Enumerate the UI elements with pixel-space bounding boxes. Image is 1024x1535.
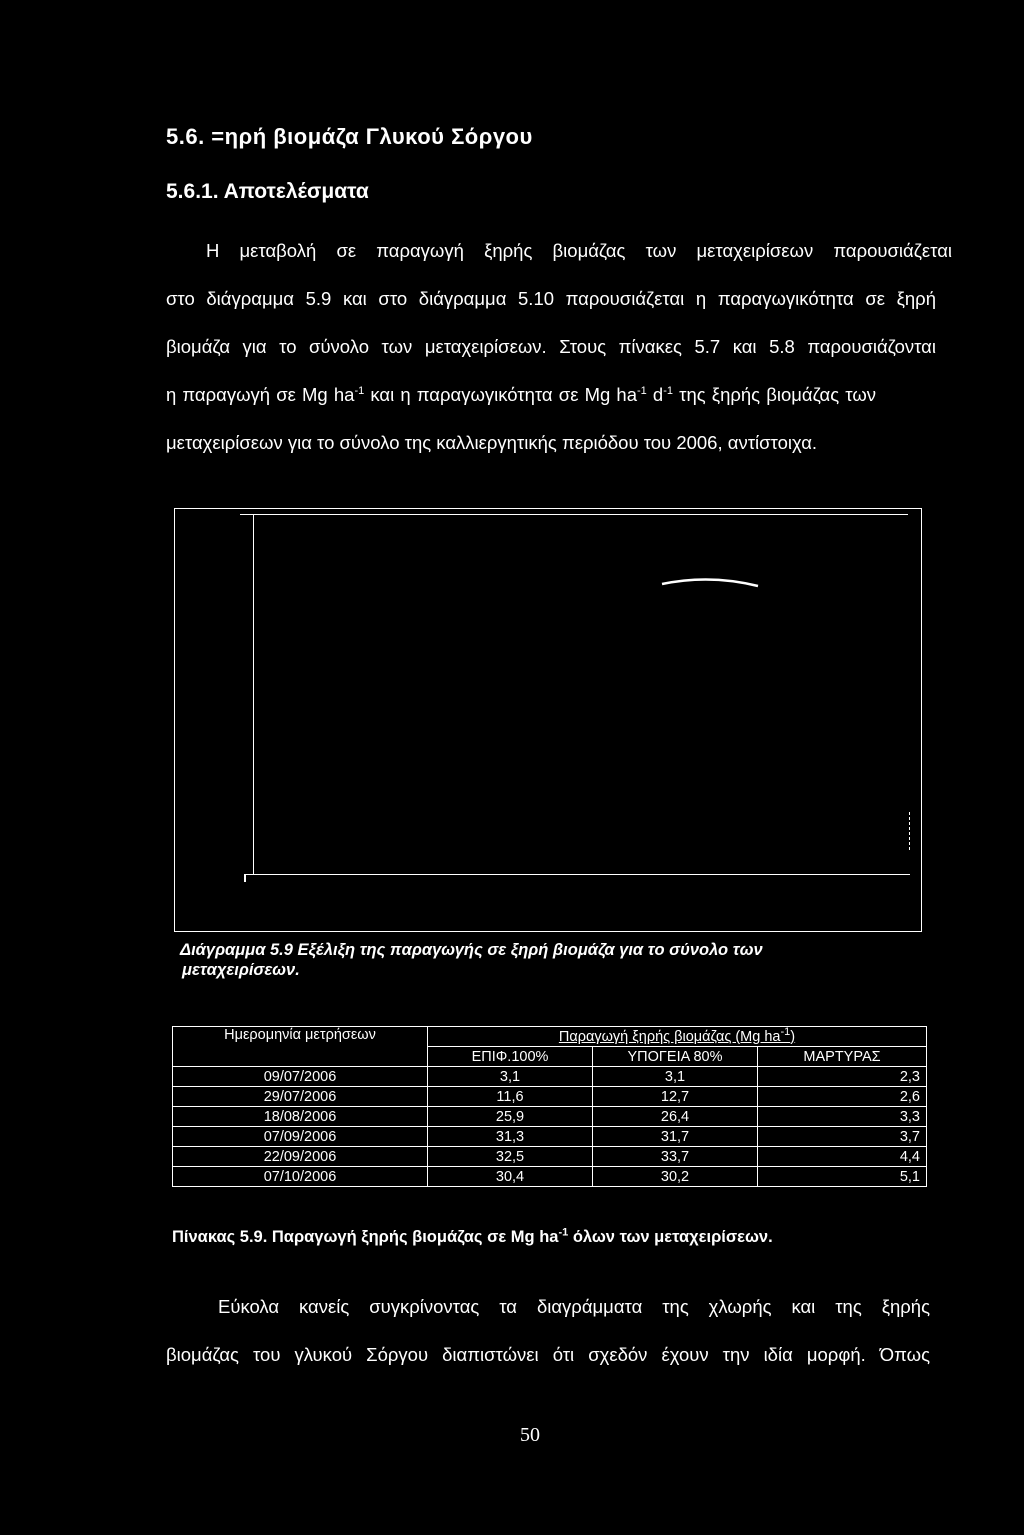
header-group-end: ) <box>790 1028 796 1045</box>
cell-date: 07/09/2006 <box>173 1127 428 1147</box>
header-group-sup: -1 <box>780 1025 791 1038</box>
table-caption-text-a: Πίνακας 5.9. Παραγωγή ξηρής βιομάζας σε Mg ha <box>172 1228 559 1246</box>
chart-top-border <box>240 514 908 515</box>
cell-subsurface: 33,7 <box>593 1147 758 1167</box>
header-group-text: Παραγωγή ξηρής βιομάζας (Mg ha <box>558 1028 781 1045</box>
intro-line-4-sup-1: -1 <box>354 384 365 397</box>
chart-x-axis <box>246 874 910 875</box>
table-row <box>173 1087 927 1107</box>
cell-control: 3,3 <box>758 1107 927 1127</box>
cell-subsurface: 26,4 <box>593 1107 758 1127</box>
cell-subsurface: 30,2 <box>593 1167 758 1187</box>
cell-subsurface: 31,7 <box>593 1127 758 1147</box>
table-row <box>173 1127 927 1147</box>
cell-subsurface: 12,7 <box>593 1087 758 1107</box>
figure-caption-line-2: μεταχειρίσεων. <box>182 961 300 979</box>
intro-line-2: στο διάγραμμα 5.9 και στο διάγραμμα 5.10 παρουσιάζεται η παραγωγικότητα σε ξηρή <box>166 288 936 309</box>
chart-axis-tick <box>244 874 246 882</box>
cell-date: 22/09/2006 <box>173 1147 428 1167</box>
col-header-subsurface: ΥΠΟΓΕΙΑ 80% <box>593 1047 758 1067</box>
intro-line-4-sup-2: -1 <box>637 384 647 397</box>
table-caption <box>172 1228 773 1247</box>
intro-line-4-sup-3: -1 <box>663 384 673 397</box>
cell-subsurface: 3,1 <box>593 1067 758 1087</box>
biomass-table <box>172 1026 927 1187</box>
cell-date: 29/07/2006 <box>173 1087 428 1107</box>
cell-surface: 25,9 <box>428 1107 593 1127</box>
figure-caption <box>180 940 880 980</box>
header-group <box>428 1027 927 1047</box>
cell-control: 5,1 <box>758 1167 927 1187</box>
intro-line-4-text-d: της ξηρής βιομάζας των <box>673 384 877 405</box>
table-row <box>173 1147 927 1167</box>
chart-y-axis <box>253 514 254 874</box>
cell-surface: 30,4 <box>428 1167 593 1187</box>
cell-date: 07/10/2006 <box>173 1167 428 1187</box>
section-title: 5.6. =ηρή βιομάζα Γλυκού Σόργου <box>166 124 533 149</box>
figure-caption-line-1: Διάγραμμα 5.9 Εξέλιξη της παραγωγής σε ξηρή βιομάζα για το σύνολο των <box>180 941 763 959</box>
cell-control: 3,7 <box>758 1127 927 1147</box>
cell-date: 18/08/2006 <box>173 1107 428 1127</box>
intro-line-4-text-c: d <box>646 384 664 405</box>
col-header-surface: ΕΠΙΦ.100% <box>428 1047 593 1067</box>
table-caption-text-b: όλων των μεταχειρίσεων. <box>568 1228 773 1246</box>
cell-surface: 3,1 <box>428 1067 593 1087</box>
intro-line-4-text-a: η παραγωγή σε Mg ha <box>166 384 355 405</box>
figure-frame <box>174 508 922 932</box>
closing-line-2: βιομάζας του γλυκού Σόργου διαπιστώνει ότι σχεδόν έχουν την ιδία μορφή. Όπως <box>166 1344 930 1365</box>
closing-line-1: Εύκολα κανείς συγκρίνοντας τα διαγράμματα της χλωρής και της ξηρής <box>218 1296 930 1317</box>
intro-line-5: μεταχειρίσεων για το σύνολο της καλλιεργητικής περιόδου του 2006, αντίστοιχα. <box>166 432 818 453</box>
header-date: Ημερομηνία μετρήσεων <box>173 1027 428 1067</box>
table-header-row <box>173 1027 927 1047</box>
subsection-title: 5.6.1. Αποτελέσματα <box>166 180 369 203</box>
table-caption-sup: -1 <box>558 1226 569 1239</box>
intro-line-4 <box>166 384 936 406</box>
table-row <box>173 1167 927 1187</box>
cell-control: 2,3 <box>758 1067 927 1087</box>
cell-surface: 11,6 <box>428 1087 593 1107</box>
intro-line-4-text-b: και η παραγωγικότητα σε Mg ha <box>364 384 637 405</box>
cell-surface: 32,5 <box>428 1147 593 1167</box>
cell-surface: 31,3 <box>428 1127 593 1147</box>
cell-date: 09/07/2006 <box>173 1067 428 1087</box>
table-row <box>173 1107 927 1127</box>
chart-curve-fragment <box>660 572 770 592</box>
col-header-control: ΜΑΡΤΥΡΑΣ <box>758 1047 927 1067</box>
page-number: 50 <box>520 1424 540 1446</box>
intro-line-3: βιομάζα για το σύνολο των μεταχειρίσεων. Στους πίνακες 5.7 και 5.8 παρουσιάζονται <box>166 336 936 357</box>
cell-control: 2,6 <box>758 1087 927 1107</box>
cell-control: 4,4 <box>758 1147 927 1167</box>
chart-right-mark <box>909 812 910 850</box>
intro-line-1: Η μεταβολή σε παραγωγή ξηρής βιομάζας των μεταχειρίσεων παρουσιάζεται <box>206 240 952 261</box>
table-row <box>173 1067 927 1087</box>
